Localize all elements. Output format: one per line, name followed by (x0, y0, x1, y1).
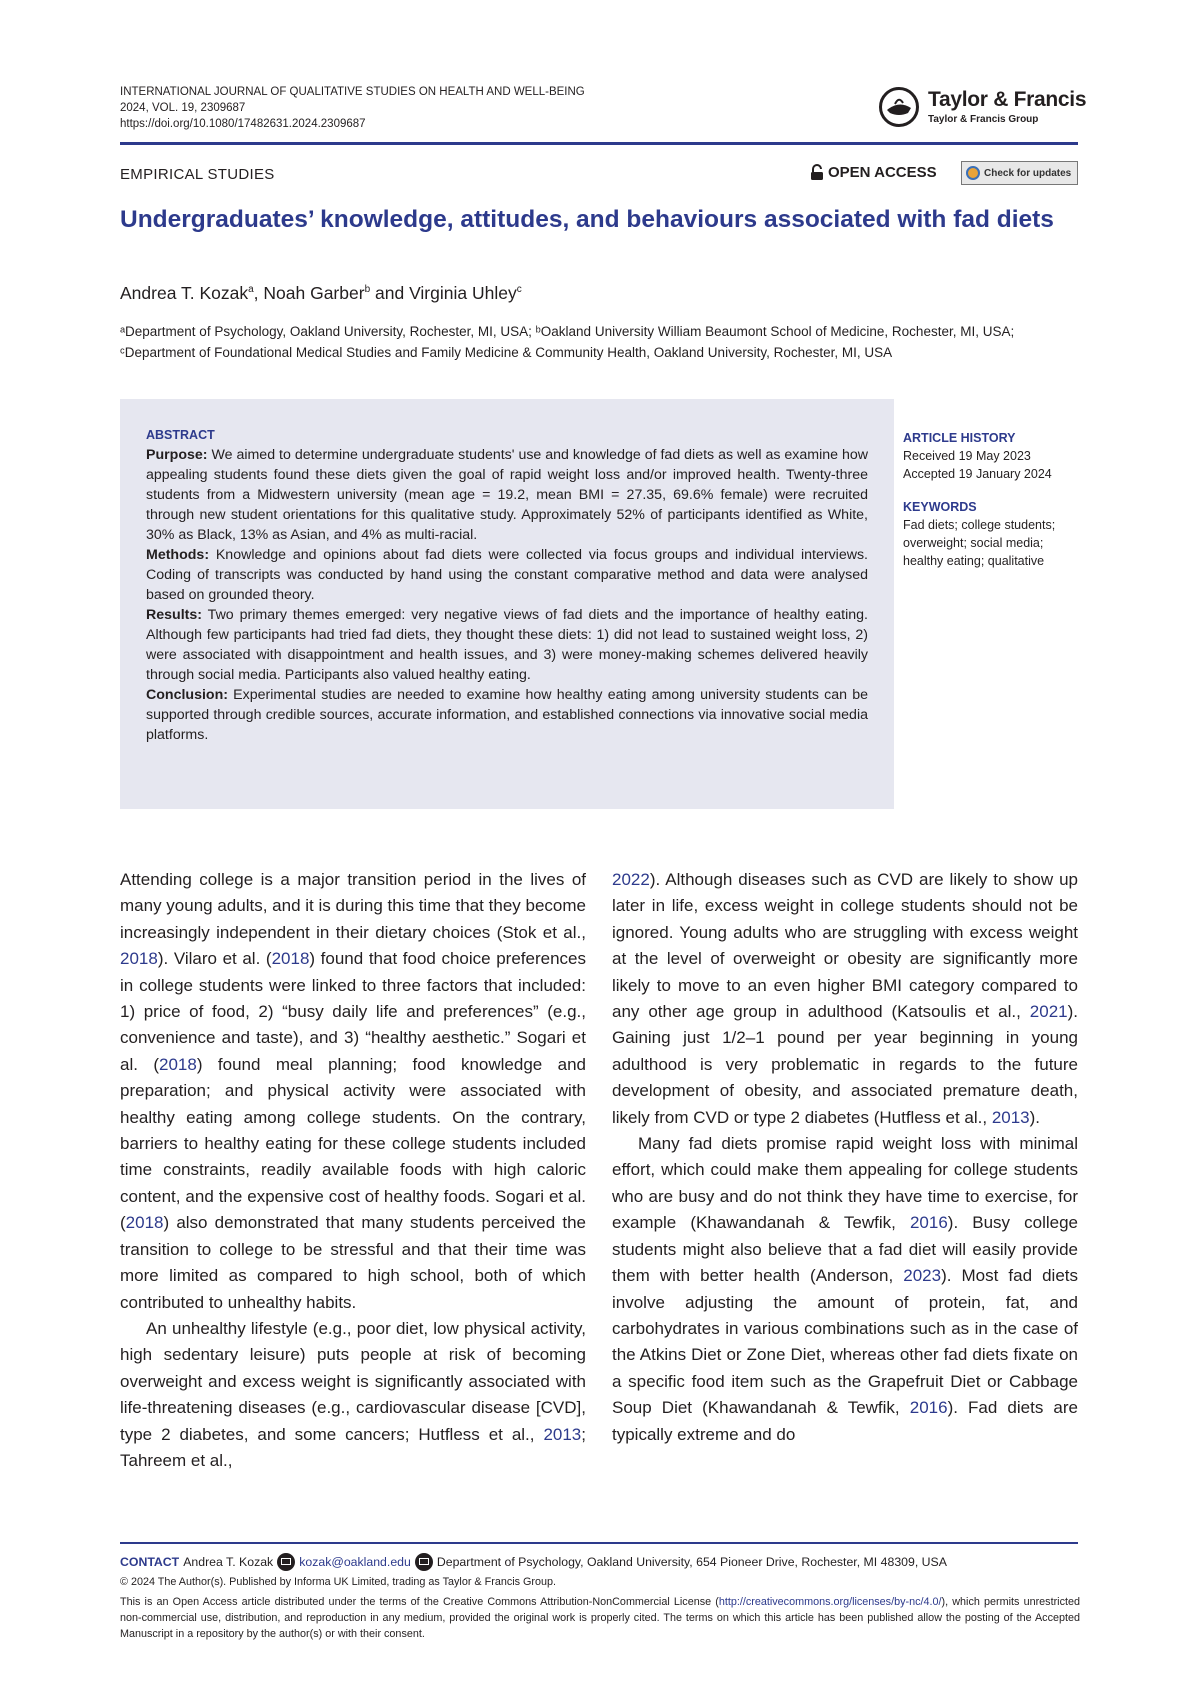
address-icon (415, 1553, 433, 1571)
publisher-logo[interactable] (878, 86, 1087, 136)
footer-divider (120, 1542, 1078, 1544)
author-name: Noah Garber (263, 283, 365, 303)
abstract-conclusion (146, 685, 868, 745)
affiliations: ᵃDepartment of Psychology, Oakland University, Rochester, MI, USA; ᵇOakland University William Beaumont School of Medicine, Rochester, MI, USA; ᶜDepartment of Foundational Medical Studies and Family Medicine & Community Health, Oakland University, Rochester, MI, USA (120, 324, 1015, 360)
abstract-label: Conclusion: (146, 687, 228, 703)
affiliation-marker: a (248, 284, 254, 296)
crossmark-icon (966, 166, 980, 180)
affiliation-marker: c (516, 284, 522, 296)
doi-link[interactable]: https://doi.org/10.1080/17482631.2024.2309687 (120, 118, 366, 130)
license-notice (120, 1594, 1080, 1642)
section-label: EMPIRICAL STUDIES (120, 166, 275, 183)
citation-link[interactable]: 2013 (991, 1107, 1030, 1127)
author-name: Andrea T. Kozak (120, 283, 249, 303)
body-text: An unhealthy lifestyle (e.g., poor diet, low physical activity, high sedentary leisure) puts people at risk of becoming overweight and excess weight is significantly associated with life-threatening diseases (e.g., cardiovascular disease [CVD], type 2 diabetes, and some cancers; Hutfless et al., (120, 1318, 586, 1444)
abstract-purpose (146, 445, 868, 545)
body-text: ). Gaining just 1/2–1 pound per year beginning in young adulthood is very problematic in regards to the future development of obesity, and associated premature death, likely from CVD or type 2 diabetes (Hutfless et al., (612, 1002, 1078, 1127)
journal-metadata (120, 84, 585, 132)
body-text: ). Busy college students might also believe that a fad diet will easily provide them with better health (Anderson, (612, 1213, 1078, 1286)
body-text: Many fad diets promise rapid weight loss with minimal effort, which could make them appealing for college students who are busy and do not think they have time to exercise, for example (Khawandanah & Tewfik, (612, 1134, 1078, 1233)
author-list (120, 283, 522, 304)
citation-link[interactable]: 2018 (159, 1054, 197, 1074)
body-column-right (612, 867, 1078, 1448)
body-text: ) also demonstrated that many students perceived the transition to college to be stressful and that their time was more limited as compared to high school, both of which contributed to unhealthy habits. (120, 1213, 586, 1312)
abstract-results (146, 605, 868, 685)
abstract-box (120, 399, 894, 809)
check-for-updates-label: Check for updates (984, 167, 1072, 179)
body-paragraph (120, 1316, 586, 1474)
license-text: This is an Open Access article distributed under the terms of the Creative Commons Attribution-NonCommercial License ( (120, 1596, 719, 1608)
keywords (903, 498, 1083, 570)
check-for-updates-button[interactable] (961, 161, 1078, 185)
body-text: ). Although diseases such as CVD are likely to show up later in life, excess weight in college students should not be ignored. Young adults who are struggling with excess weight at the level of overweight or obesity are significantly more likely to move to an even higher BMI category compared to any other age group in adulthood (Katsoulis et al., (612, 870, 1078, 1022)
publisher-name: Taylor & Francis (928, 88, 1087, 111)
abstract-label: Results: (146, 607, 202, 623)
email-icon (277, 1553, 295, 1571)
article-history (903, 429, 1052, 483)
author-separator: and (370, 283, 410, 303)
received-date: Received 19 May 2023 (903, 449, 1031, 463)
contact-address: Department of Psychology, Oakland University, 654 Pioneer Drive, Rochester, MI 48309, USA (436, 1555, 947, 1569)
body-text: ). Vilaro et al. ( (157, 949, 272, 969)
article-title: Undergraduates’ knowledge, attitudes, and behaviours associated with fad diets (120, 206, 1054, 233)
body-text: Attending college is a major transition period in the lives of many young adults, and it is during this time that they become increasingly independent in their dietary choices (Stok et al., (120, 870, 586, 942)
abstract-methods-text: Knowledge and opinions about fad diets were collected via focus groups and individual interviews. Coding of transcripts was conducted by hand using the constant comparative method and data were analysed based on grounded theory. (146, 547, 868, 603)
open-access-badge (810, 164, 937, 181)
journal-volume: 2024, VOL. 19, 2309687 (120, 102, 246, 114)
abstract-label: Methods: (146, 547, 210, 563)
body-paragraph (612, 867, 1078, 1131)
body-text: ; Tahreem et al., (120, 1424, 586, 1470)
citation-link[interactable]: 2013 (543, 1424, 582, 1444)
abstract-purpose-text: We aimed to determine undergraduate students' use and knowledge of fad diets as well as examine how appealing students found these diets given the goal of rapid weight loss and/or improved health. Twenty-three students from a Midwestern university (mean age = 19.2, mean BMI = 27.35, 69.6% female) were recruited through new student orientations for this qualitative study. Approximately 52% of participants identified as White, 30% as Black, 13% as Asian, and 4% as multi-racial. (146, 447, 868, 543)
license-text: ), which permits unrestricted non-commercial use, distribution, and reproduction in any medium, provided the original work is properly cited. The terms on which this article has been published allow the posting of the Accepted Manuscript in a repository by the author(s) or with their consent. (120, 1596, 1080, 1640)
citation-link[interactable]: 2016 (909, 1213, 948, 1233)
keywords-heading: KEYWORDS (903, 500, 977, 514)
body-column-left (120, 867, 586, 1474)
abstract-text (146, 425, 868, 745)
citation-link[interactable]: 2022 (612, 870, 650, 889)
citation-link[interactable]: 2021 (1029, 1002, 1068, 1022)
body-text: ). Most fad diets involve adjusting the amount of protein, fat, and carbohydrates in various combinations such as in the case of the Atkins Diet or Zone Diet, whereas other fad diets fixate on a specific food item such as the Grapefruit Diet or Cabbage Soup Diet (Khawandanah & Tewfik, (612, 1266, 1079, 1418)
citation-link[interactable]: 2018 (271, 949, 310, 969)
abstract-conclusion-text: Experimental studies are needed to examine how healthy eating among university students can be supported through credible sources, accurate information, and established connections via innovative social media platforms. (146, 687, 868, 743)
contact-email-link[interactable]: kozak@oakland.edu (299, 1555, 411, 1569)
citation-link[interactable]: 2016 (909, 1398, 948, 1418)
citation-link[interactable]: 2018 (120, 949, 158, 969)
affiliation-marker: b (364, 284, 371, 296)
header-divider (120, 142, 1078, 145)
journal-name: INTERNATIONAL JOURNAL OF QUALITATIVE STUDIES ON HEALTH AND WELL-BEING (120, 86, 585, 98)
body-text: ) found that food choice preferences in college students were linked to three factors that included: 1) price of food, 2) “busy daily life and preferences” (e.g., convenience and taste), and 3) “healthy aesthetic.” Sogari et al. ( (120, 949, 586, 1074)
body-text: ). Fad diets are typically extreme and do (612, 1398, 1079, 1444)
lock-open-icon (810, 164, 824, 181)
body-text: ). (1029, 1107, 1041, 1127)
body-text: ) found meal planning; food knowledge and preparation; and physical activity were associated with healthy eating among college students. On the contrary, barriers to healthy eating for these college students included time constraints, readily available foods with high caloric content, and the expensive cost of healthy foods. Sogari et al. ( (120, 1054, 586, 1233)
body-paragraph (612, 1131, 1078, 1448)
lamp-icon (878, 86, 920, 128)
open-access-label: OPEN ACCESS (828, 164, 937, 181)
copyright-notice: © 2024 The Author(s). Published by Informa UK Limited, trading as Taylor & Francis Group. (120, 1576, 557, 1588)
contact-line (120, 1553, 947, 1571)
contact-name: Andrea T. Kozak (183, 1555, 274, 1569)
citation-link[interactable]: 2018 (125, 1213, 164, 1233)
author-name: Virginia Uhley (409, 283, 517, 303)
citation-link[interactable]: 2023 (903, 1266, 942, 1286)
body-paragraph (120, 867, 586, 1316)
abstract-label: Purpose: (146, 447, 208, 463)
article-history-heading: ARTICLE HISTORY (903, 431, 1016, 445)
contact-label: CONTACT (120, 1555, 180, 1569)
abstract-heading: ABSTRACT (146, 428, 215, 442)
license-link[interactable]: http://creativecommons.org/licenses/by-nc/4.0/ (718, 1596, 942, 1608)
abstract-results-text: Two primary themes emerged: very negative views of fad diets and the importance of healthy eating. Although few participants had tried fad diets, they thought these diets: 1) did not lead to sustained weight loss, 2) were associated with disappointment and health issues, and 3) were money-making schemes delivered heavily through social media. Participants also valued healthy eating. (146, 607, 868, 683)
keywords-list: Fad diets; college students; overweight; social media; healthy eating; qualitative (903, 518, 1056, 568)
abstract-methods (146, 545, 868, 605)
author-separator: , (253, 283, 264, 303)
accepted-date: Accepted 19 January 2024 (903, 467, 1052, 481)
publisher-group: Taylor & Francis Group (928, 114, 1039, 125)
